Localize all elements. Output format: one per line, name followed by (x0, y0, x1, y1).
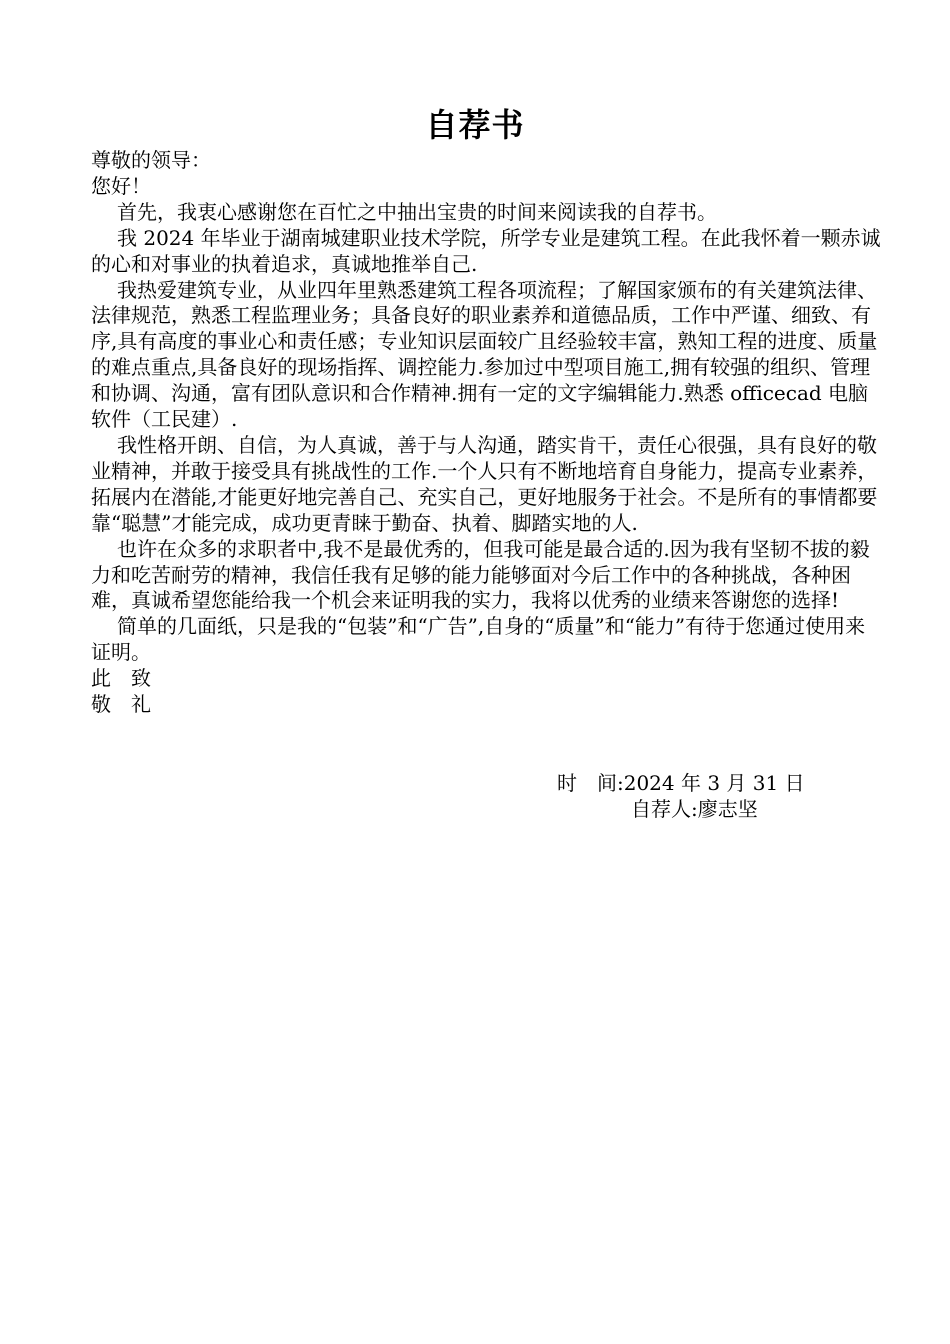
closing-line-1: 此 致 (91, 666, 151, 691)
paragraph-6: 简单的几面纸，只是我的“包装”和“广告”,自身的“质量”和“能力”有待于您通过使用来证明。 (91, 614, 866, 665)
paragraph-4: 我性格开朗、自信，为人真诚，善于与人沟通，踏实肯干，责任心很强，具有良好的敬业精神，并敢于接受具有挑战性的工作.一个人只有不断地培育自身能力，提高专业素养，拓展内在潜能,才能更好地完善自己、充实自己，更好地服务于社会。不是所有的事情都要靠“聪慧”才能完成，成功更青睐于勤奋、执着、脚踏实地的人. (91, 432, 878, 535)
paragraph-3: 我热爱建筑专业，从业四年里熟悉建筑工程各项流程；了解国家颁布的有关建筑法律、法律规范，熟悉工程监理业务；具备良好的职业素养和道德品质，工作中严谨、细致、有序,具有高度的事业心和责任感；专业知识层面较广且经验较丰富，熟知工程的进度、质量的难点重点,具备良好的现场指挥、调控能力.参加过中型项目施工,拥有较强的组织、管理和协调、沟通，富有团队意识和合作精神.拥有一定的文字编辑能力.熟悉 officecad 电脑软件（工民建）. (91, 277, 878, 432)
salutation: 尊敬的领导： (91, 148, 211, 172)
greeting: 您好！ (91, 173, 151, 198)
closing-line-2: 敬 礼 (91, 692, 151, 717)
document-title: 自荐书 (425, 106, 525, 144)
paragraph-5: 也许在众多的求职者中,我不是最优秀的，但我可能是最合适的.因为我有坚韧不拔的毅力和吃苦耐劳的精神，我信任我有足够的能力能够面对今后工作中的各种挑战，各种困难，真诚希望您能给我一个机会来证明我的实力，我将以优秀的业绩来答谢您的选择! (91, 536, 870, 613)
signature-line: 自荐人:廖志坚 (631, 797, 758, 821)
paragraph-2: 我 2024 年毕业于湖南城建职业技术学院，所学专业是建筑工程。在此我怀着一颗赤诚的心和对事业的执着追求，真诚地推举自己. (91, 225, 881, 276)
document-body (91, 148, 881, 718)
paragraph-1: 首先，我衷心感谢您在百忙之中抽出宝贵的时间来阅读我的自荐书。 (117, 199, 717, 224)
date-line: 时 间:2024 年 3 月 31 日 (557, 771, 805, 795)
